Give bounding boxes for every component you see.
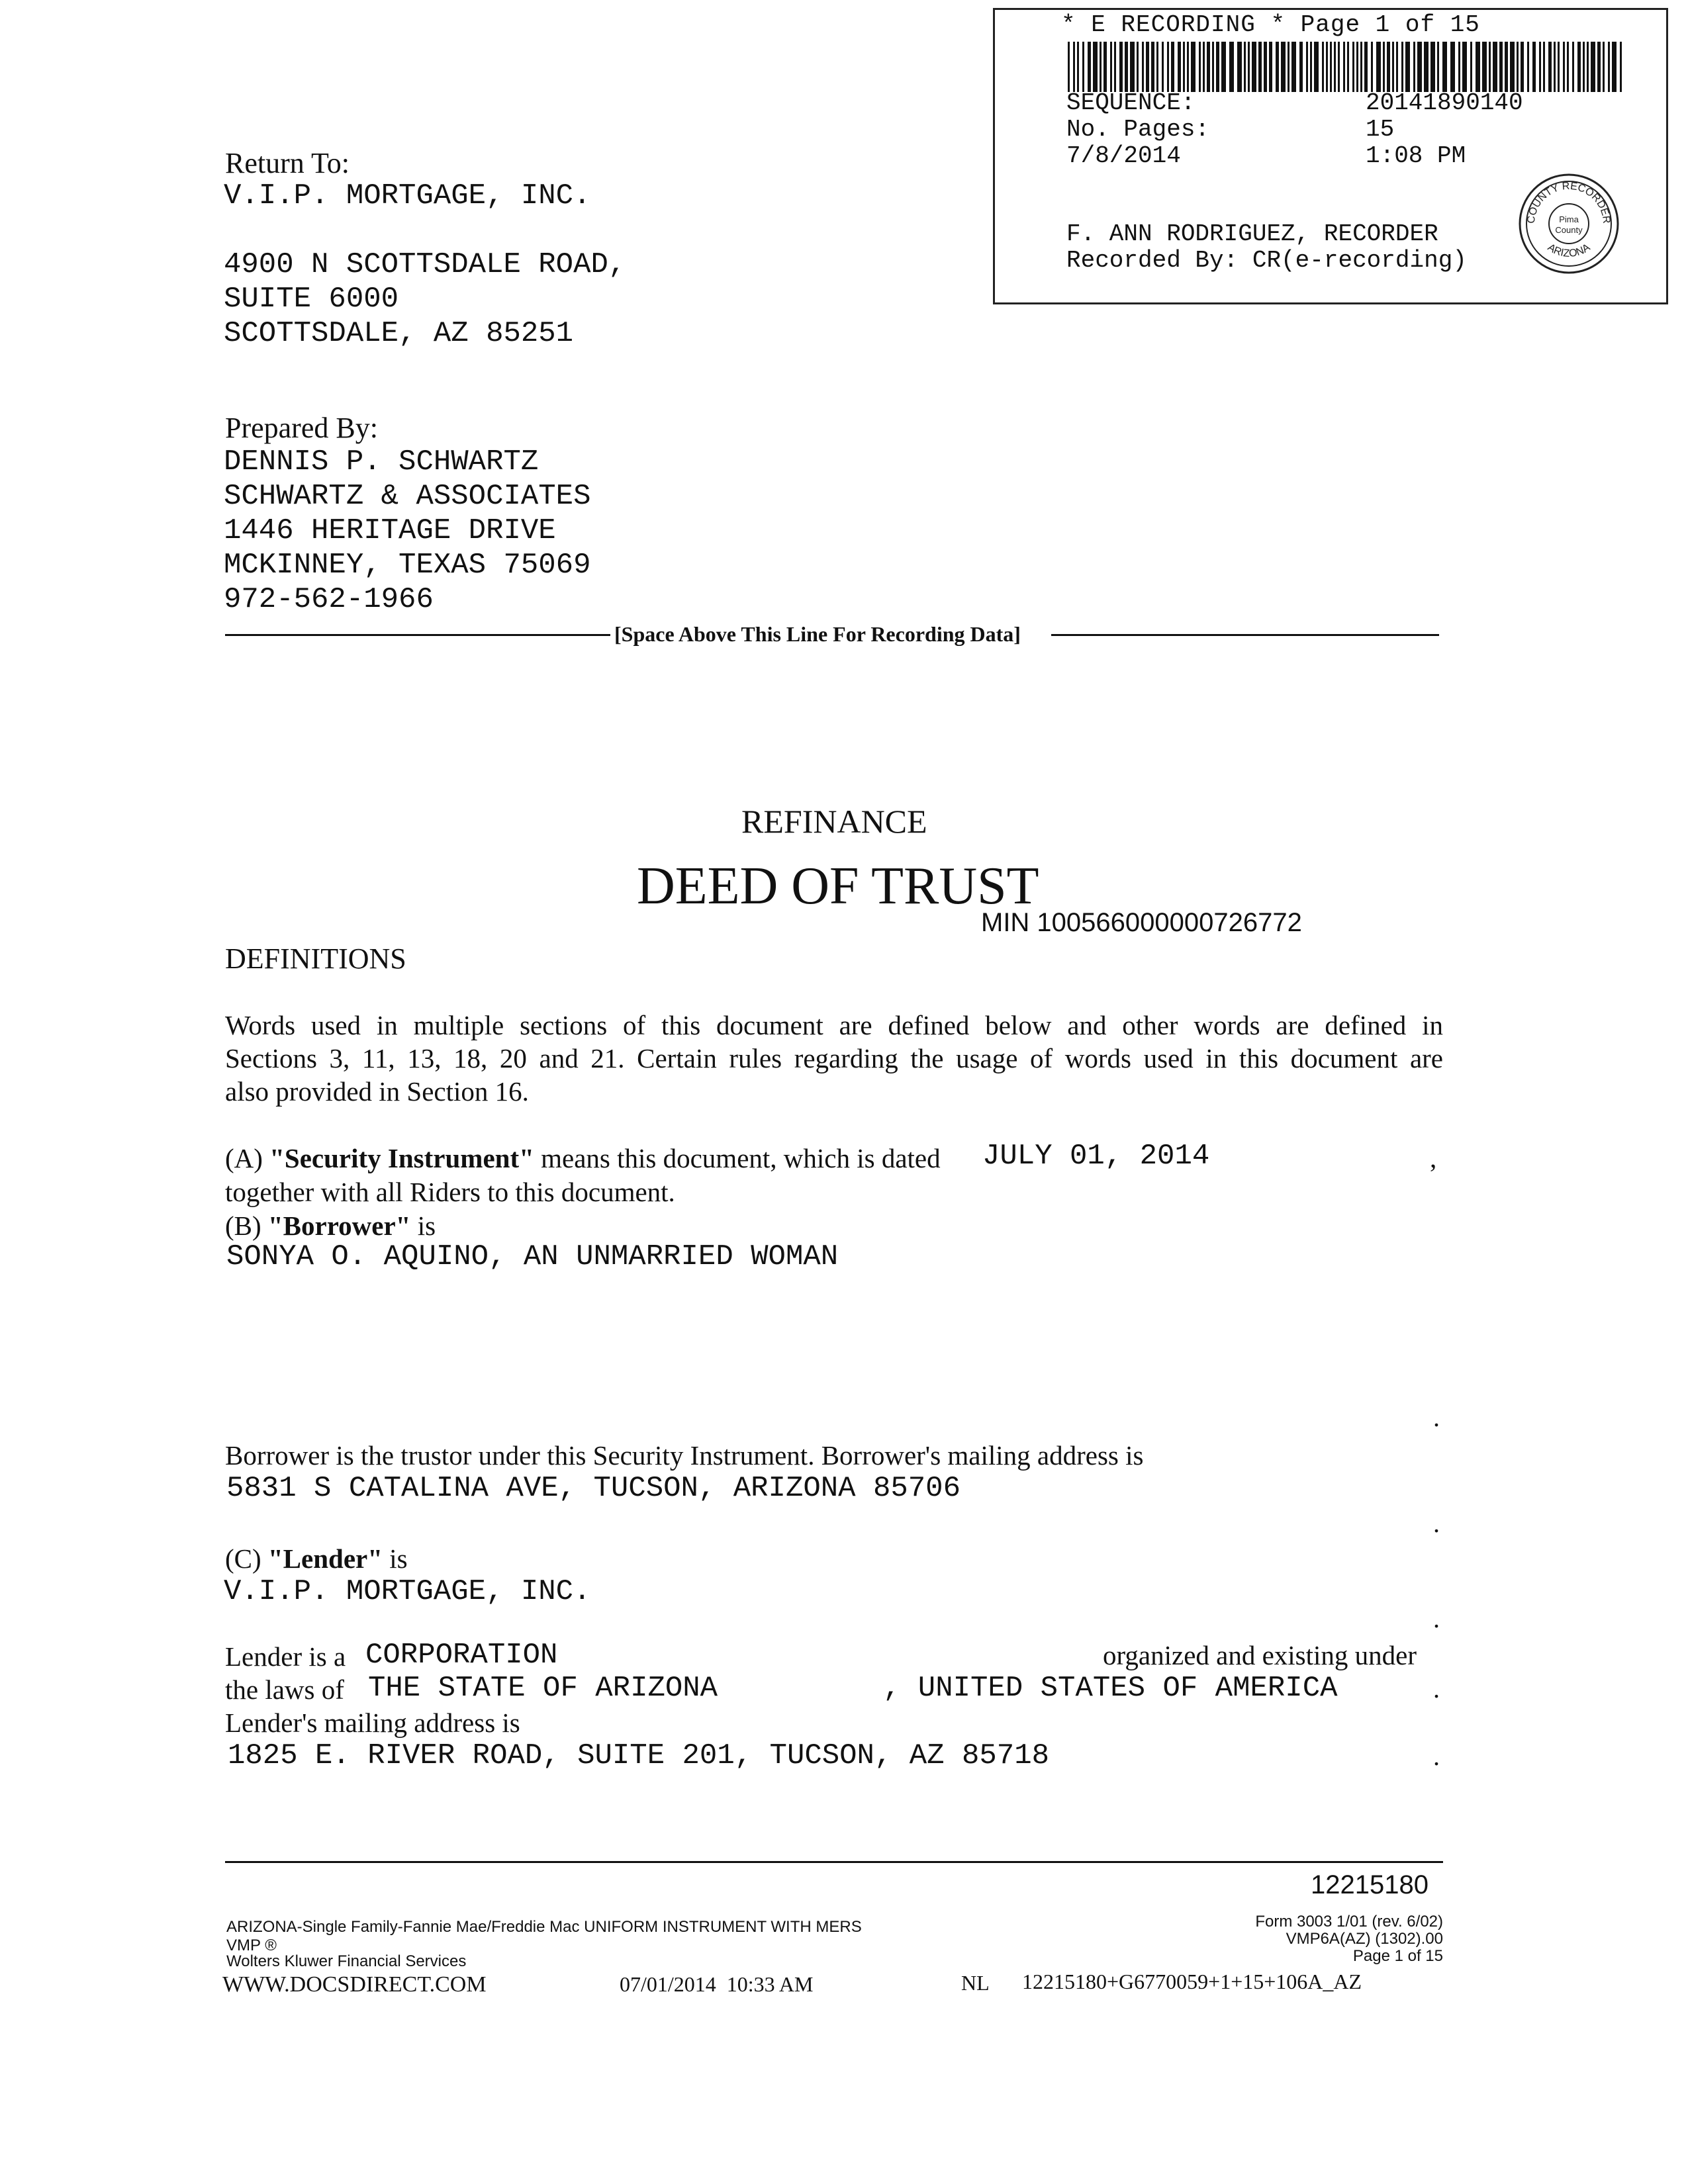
- barcode-bar: [1603, 42, 1605, 92]
- barcode-bar: [1352, 42, 1354, 92]
- publisher: Wolters Kluwer Financial Services: [226, 1952, 467, 1970]
- print-datetime: 07/01/2014 10:33 AM: [620, 1972, 814, 1996]
- county-seal-icon: [1516, 171, 1622, 277]
- barcode-bar: [1156, 42, 1158, 92]
- barcode-bar: [1330, 42, 1332, 92]
- recorded-time: 1:08 PM: [1366, 142, 1466, 169]
- barcode-bar: [1187, 42, 1189, 92]
- barcode-bar: [1167, 42, 1169, 92]
- barcode-bar: [1343, 42, 1345, 92]
- return-to-label: Return To:: [225, 147, 350, 179]
- organized-text: organized and existing under: [1103, 1640, 1417, 1670]
- barcode-bar: [1162, 42, 1164, 92]
- barcode-bar: [1276, 42, 1279, 92]
- barcode-bar: [1401, 42, 1403, 92]
- barcode-bar: [1191, 42, 1196, 92]
- website: WWW.DOCSDIRECT.COM: [222, 1972, 487, 1997]
- barcode-bar: [1326, 42, 1328, 92]
- prepared-by-label: Prepared By:: [225, 412, 378, 444]
- barcode-bar: [1103, 42, 1107, 92]
- divider-right: [1051, 634, 1439, 636]
- lender-address: 1825 E. RIVER ROAD, SUITE 201, TUCSON, AZ 85718: [228, 1739, 1050, 1772]
- barcode-bar: [1281, 42, 1286, 92]
- barcode-bar: [1608, 42, 1610, 92]
- barcode-bar: [1125, 42, 1128, 92]
- form-description: ARIZONA-Single Family-Fannie Mae/Freddie Mac UNIFORM INSTRUMENT WITH MERS: [226, 1918, 862, 1936]
- barcode-bar: [1073, 42, 1075, 92]
- barcode-bar: [1322, 42, 1324, 92]
- barcode-bar: [1216, 42, 1219, 92]
- prepared-by-line: SCHWARTZ & ASSOCIATES: [224, 480, 591, 513]
- intro-line: also provided in Section 16.: [225, 1076, 529, 1107]
- barcode-bar: [1458, 42, 1460, 92]
- divider-left: [225, 634, 610, 636]
- barcode-bar: [1476, 42, 1480, 92]
- barcode-bar: [1532, 42, 1536, 92]
- seal-top-text: COUNTY RECORDER: [1525, 180, 1613, 224]
- barcode-bar: [1558, 42, 1560, 92]
- barcode-bar: [1442, 42, 1447, 92]
- lender-country: , UNITED STATES OF AMERICA: [883, 1672, 1338, 1705]
- barcode-bar: [1077, 42, 1079, 92]
- barcode-bar: [1334, 42, 1336, 92]
- recorded-date: 7/8/2014: [1066, 142, 1181, 169]
- barcode-bar: [1360, 42, 1362, 92]
- barcode-bar: [1338, 42, 1340, 92]
- definition-b: [225, 1209, 436, 1242]
- def-b-term: "Borrower": [267, 1210, 411, 1241]
- barcode-bar: [1424, 42, 1429, 92]
- barcode-bar: [1291, 42, 1296, 92]
- barcode-bar: [1237, 42, 1242, 92]
- barcode-bar: [1543, 42, 1545, 92]
- barcode-bar: [1392, 42, 1394, 92]
- barcode-bar: [1437, 42, 1439, 92]
- seal-center-text-2: County: [1555, 225, 1583, 235]
- vmp-label: VMP ®: [226, 1936, 277, 1954]
- barcode-bar: [1521, 42, 1524, 92]
- definitions-heading: DEFINITIONS: [225, 942, 406, 975]
- barcode-bar: [1347, 42, 1349, 92]
- loan-number: 12215180: [1311, 1870, 1429, 1899]
- trustor-text: Borrower is the trustor under this Security Instrument. Borrower's mailing address is: [225, 1440, 1144, 1471]
- prepared-by-line: MCKINNEY, TEXAS 75069: [224, 549, 591, 582]
- barcode-bar: [1142, 42, 1144, 92]
- barcode-bar: [1413, 42, 1415, 92]
- seal-center-text-1: Pima: [1559, 214, 1579, 224]
- barcode-bar: [1489, 42, 1491, 92]
- barcode-bar: [1299, 42, 1303, 92]
- barcode-bar: [1314, 42, 1319, 92]
- recorded-by: Recorded By: CR(e-recording): [1066, 247, 1467, 274]
- barcode-bar: [1612, 42, 1617, 92]
- return-to-line: 4900 N SCOTTSDALE ROAD,: [224, 248, 626, 281]
- def-a-line2: together with all Riders to this document.: [225, 1177, 675, 1207]
- lender-type: CORPORATION: [365, 1639, 558, 1672]
- barcode-bar: [1258, 42, 1262, 92]
- barcode-bar: [1577, 42, 1581, 92]
- refinance-heading: REFINANCE: [741, 803, 927, 840]
- barcode-bar: [1387, 42, 1390, 92]
- return-to-line: V.I.P. MORTGAGE, INC.: [224, 179, 591, 212]
- barcode-bar: [1203, 42, 1205, 92]
- prepared-by-line: 972-562-1966: [224, 583, 434, 616]
- barcode-bar: [1462, 42, 1467, 92]
- barcode-bar: [1082, 42, 1084, 92]
- barcode-bar: [1356, 42, 1358, 92]
- definition-a: [225, 1142, 941, 1175]
- def-c-text: is: [382, 1543, 408, 1574]
- barcode-bar: [1527, 42, 1529, 92]
- barcode-bar: [1620, 42, 1622, 92]
- barcode-bar: [1119, 42, 1123, 92]
- barcode-bar: [1306, 42, 1308, 92]
- barcode-bar: [1567, 42, 1569, 92]
- document-code: 12215180+G6770059+1+15+106A_AZ: [1022, 1970, 1362, 1993]
- barcode-bar: [1068, 42, 1070, 92]
- barcode-bar: [1383, 42, 1385, 92]
- barcode-bar: [1244, 42, 1246, 92]
- barcode-bar: [1171, 42, 1174, 92]
- recorder-name: F. ANN RODRIGUEZ, RECORDER: [1066, 220, 1438, 248]
- def-a-text: means this document, which is dated: [534, 1143, 941, 1173]
- barcode-bar: [1563, 42, 1565, 92]
- intro-line: Sections 3, 11, 13, 18, 20 and 21. Certain rules regarding the usage of words used in this document are: [225, 1043, 1443, 1073]
- barcode-bar: [1505, 42, 1508, 92]
- page-number: Page 1 of 15: [1352, 1947, 1443, 1965]
- footer-rule: [225, 1861, 1443, 1863]
- barcode-bar: [1371, 42, 1373, 92]
- prepared-by-line: DENNIS P. SCHWARTZ: [224, 445, 539, 478]
- barcode-bar: [1450, 42, 1455, 92]
- sequence-value: 20141890140: [1366, 89, 1523, 116]
- dot-marker: .: [1433, 1741, 1440, 1771]
- barcode-bar: [1376, 42, 1381, 92]
- borrower-name: SONYA O. AQUINO, AN UNMARRIED WOMAN: [226, 1240, 839, 1273]
- barcode-bar: [1554, 42, 1556, 92]
- return-to-block: [224, 179, 626, 351]
- barcode-bar: [1151, 42, 1154, 92]
- lender-mailing-label: Lender's mailing address is: [225, 1707, 520, 1738]
- stamp-title: * E RECORDING * Page 1 of 15: [1061, 11, 1480, 38]
- def-b-prefix: (B): [225, 1210, 268, 1241]
- barcode-bar: [1430, 42, 1435, 92]
- barcode-bar: [1093, 42, 1098, 92]
- barcode-bar: [1269, 42, 1272, 92]
- barcode-bar: [1212, 42, 1214, 92]
- lender-state: THE STATE OF ARIZONA: [368, 1672, 718, 1705]
- barcode-bar: [1510, 42, 1515, 92]
- def-c-term: "Lender": [267, 1543, 383, 1574]
- barcode-bar: [1137, 42, 1139, 92]
- barcode-bar: [1310, 42, 1312, 92]
- return-to-line: SUITE 6000: [224, 283, 399, 316]
- barcode-bar: [1110, 42, 1112, 92]
- def-c-prefix: (C): [225, 1543, 268, 1574]
- barcode-bar: [1583, 42, 1585, 92]
- barcode-bar: [1199, 42, 1201, 92]
- vmp-code: VMP6A(AZ) (1302).00: [1286, 1930, 1443, 1948]
- def-a-comma: ,: [1430, 1143, 1437, 1173]
- barcode-bar: [1252, 42, 1256, 92]
- pages-value: 15: [1366, 116, 1395, 143]
- barcode-bar: [1482, 42, 1487, 92]
- barcode-bar: [1130, 42, 1135, 92]
- barcode-bar: [1493, 42, 1497, 92]
- pages-label: No. Pages:: [1066, 116, 1210, 143]
- prepared-by-block: [224, 445, 591, 617]
- barcode-bar: [1597, 42, 1601, 92]
- min-number: MIN 100566000000726772: [981, 908, 1302, 937]
- barcode-bar: [1417, 42, 1422, 92]
- intro-line: Words used in multiple sections of this document are defined below and other words are defined in: [225, 1010, 1443, 1040]
- form-number: Form 3003 1/01 (rev. 6/02): [1255, 1913, 1443, 1931]
- return-to-line: SCOTTSDALE, AZ 85251: [224, 317, 574, 350]
- svg-text:ARIZONA: [1546, 242, 1593, 259]
- security-instrument-date: JULY 01, 2014: [982, 1140, 1210, 1173]
- dot-marker: .: [1433, 1508, 1440, 1538]
- space-above-line-text: [Space Above This Line For Recording Data]: [614, 622, 1021, 646]
- barcode-bar: [1499, 42, 1503, 92]
- barcode-bar: [1587, 42, 1589, 92]
- barcode-bar: [1114, 42, 1116, 92]
- barcode-bar: [1088, 42, 1091, 92]
- lender-is-a: Lender is a: [225, 1641, 346, 1672]
- initials: NL: [961, 1971, 990, 1995]
- seal-bottom-text: ARIZONA: [1545, 242, 1593, 260]
- barcode-bar: [1572, 42, 1574, 92]
- barcode-bar: [1517, 42, 1519, 92]
- lender-name: V.I.P. MORTGAGE, INC.: [224, 1575, 591, 1608]
- dot-marker: .: [1433, 1402, 1440, 1432]
- barcode-bar: [1364, 42, 1368, 92]
- document-title: DEED OF TRUST: [637, 857, 1039, 915]
- borrower-address: 5831 S CATALINA AVE, TUCSON, ARIZONA 85706: [226, 1472, 961, 1505]
- dot-marker: .: [1433, 1604, 1440, 1633]
- barcode-bar: [1207, 42, 1210, 92]
- barcode-bar: [1100, 42, 1102, 92]
- def-b-text: is: [410, 1210, 436, 1241]
- barcode-bar: [1146, 42, 1149, 92]
- sequence-label: SEQUENCE:: [1066, 89, 1196, 116]
- dot-marker: .: [1433, 1674, 1440, 1704]
- barcode-bar: [1539, 42, 1541, 92]
- barcode-bar: [1221, 42, 1226, 92]
- prepared-by-line: 1446 HERITAGE DRIVE: [224, 514, 556, 547]
- barcode-bar: [1183, 42, 1185, 92]
- barcode-bar: [1591, 42, 1595, 92]
- barcode-bar: [1288, 42, 1289, 92]
- barcode-bar: [1248, 42, 1250, 92]
- barcode-bar: [1548, 42, 1552, 92]
- definition-c: [225, 1542, 408, 1575]
- def-a-term: "Security Instrument": [269, 1143, 534, 1173]
- barcode-bar: [1470, 42, 1472, 92]
- definitions-intro: [225, 1009, 1443, 1108]
- barcode: [1068, 42, 1624, 92]
- laws-of: the laws of: [225, 1674, 344, 1705]
- barcode-bar: [1178, 42, 1181, 92]
- barcode-bar: [1264, 42, 1267, 92]
- barcode-bar: [1396, 42, 1398, 92]
- barcode-bar: [1229, 42, 1234, 92]
- def-a-prefix: (A): [225, 1143, 270, 1173]
- barcode-bar: [1405, 42, 1410, 92]
